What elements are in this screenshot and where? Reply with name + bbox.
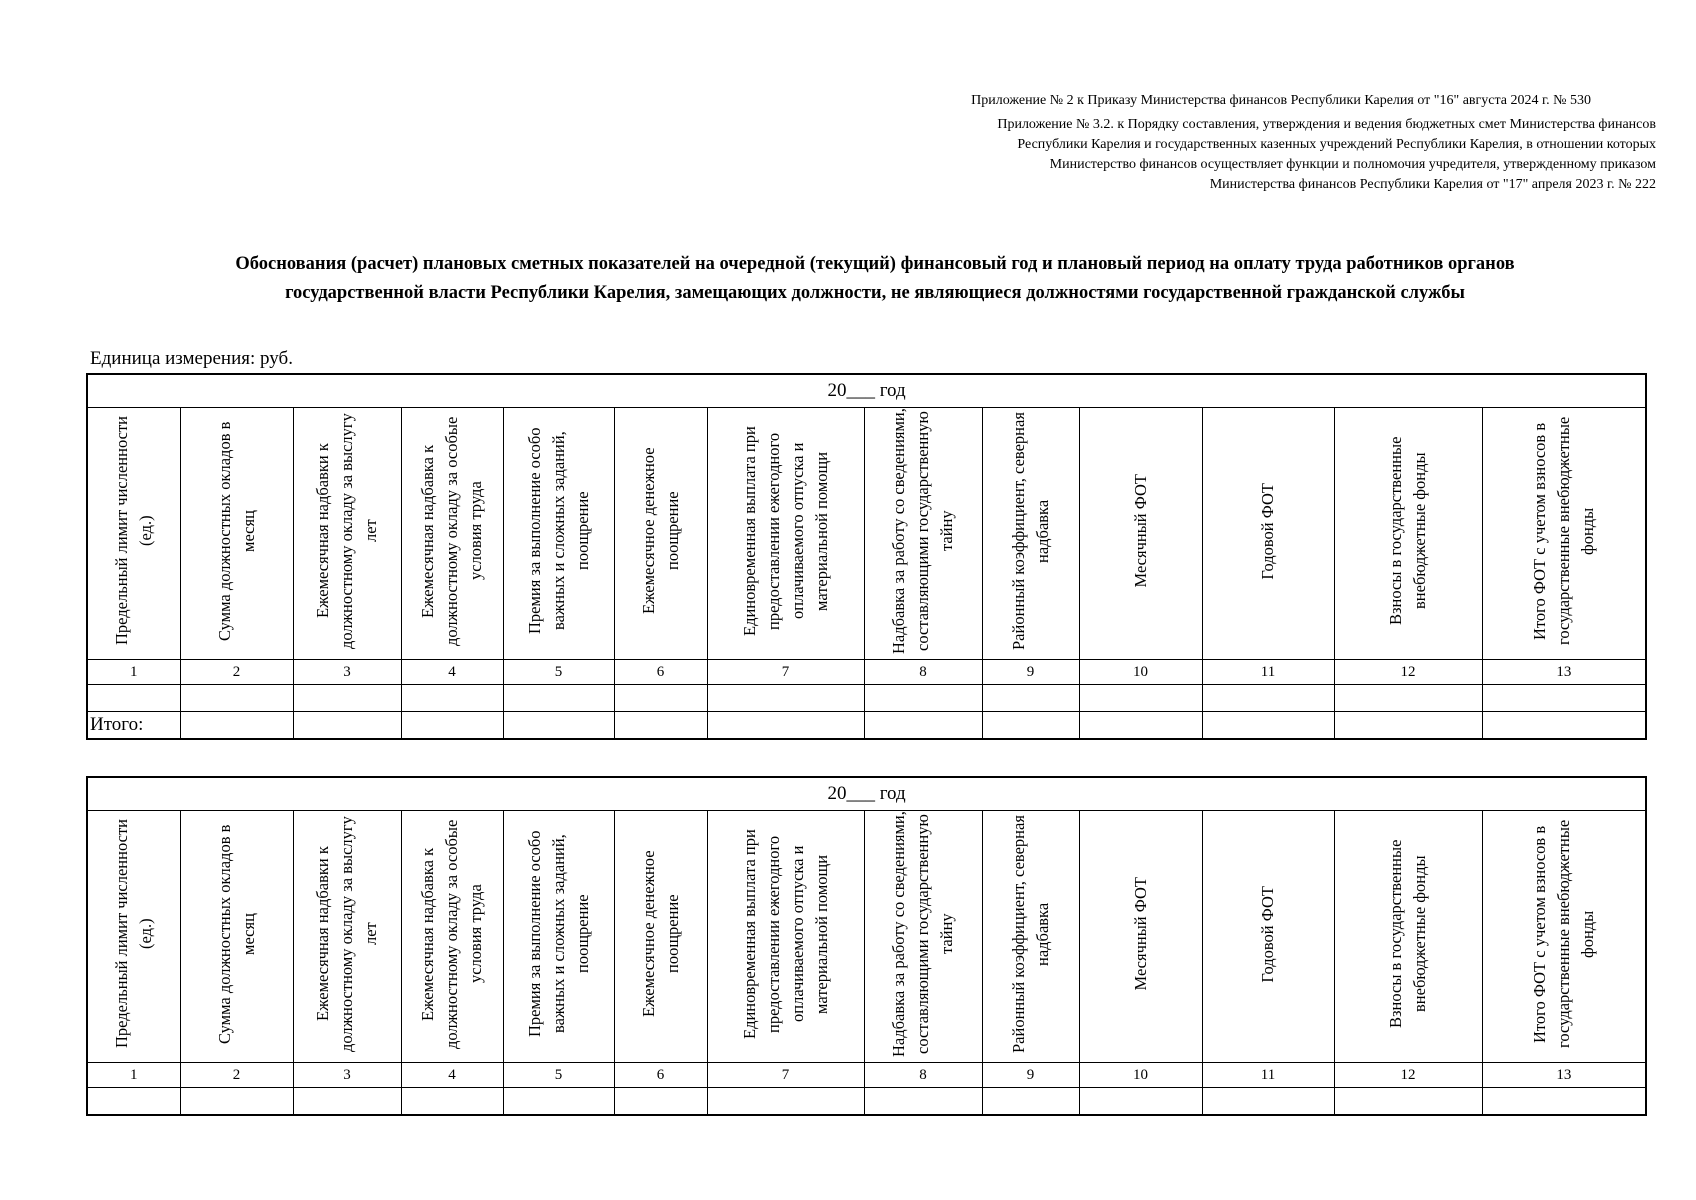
- column-number-3: 3: [293, 1063, 401, 1088]
- total-cell[interactable]: [401, 712, 503, 740]
- calculation-table-2: [86, 776, 1647, 1116]
- total-cell[interactable]: [180, 712, 293, 740]
- column-headers-row: [87, 811, 1646, 1063]
- column-number-13: 13: [1482, 1063, 1646, 1088]
- column-header-label: Ежемесячная надбавка к должностному окладу за особые условия труда: [418, 416, 485, 646]
- column-number-11: 11: [1202, 660, 1334, 685]
- column-header-label: Сумма должностных окладов в месяц: [214, 824, 258, 1044]
- column-header-label: Районный коэффициент, северная надбавка: [1008, 815, 1052, 1053]
- table-row: [87, 1088, 1646, 1116]
- column-header-label: Итого ФОТ с учетом взносов в государственные внебюджетные фонды: [1529, 819, 1597, 1049]
- unit-of-measure: Единица измерения: руб.: [90, 348, 293, 369]
- column-header-10: [1079, 408, 1202, 660]
- table-cell[interactable]: [401, 685, 503, 712]
- column-header-1: [87, 408, 180, 660]
- document-title-line-2: государственной власти Республики Карелия, замещающих должности, не являющиеся должностями государственной гражданской службы: [285, 283, 1465, 303]
- document-title: [80, 250, 1670, 308]
- column-number-10: 10: [1079, 660, 1202, 685]
- total-cell[interactable]: [864, 712, 982, 740]
- column-header-label: Единовременная выплата при предоставлении ежегодного оплачиваемого отпуска и материальной помощи: [739, 829, 831, 1039]
- table-cell[interactable]: [1334, 685, 1482, 712]
- column-header-label: Взносы в государственные внебюджетные фонды: [1386, 839, 1429, 1029]
- table-cell[interactable]: [401, 1088, 503, 1116]
- column-number-6: 6: [614, 1063, 707, 1088]
- column-number-8: 8: [864, 660, 982, 685]
- column-number-9: 9: [982, 1063, 1079, 1088]
- table-cell[interactable]: [707, 1088, 864, 1116]
- column-header-label: Месячный ФОТ: [1130, 877, 1150, 991]
- table-cell[interactable]: [180, 685, 293, 712]
- column-header-8: [864, 408, 982, 660]
- column-header-12: [1334, 408, 1482, 660]
- column-number-9: 9: [982, 660, 1079, 685]
- column-header-7: [707, 408, 864, 660]
- table-cell[interactable]: [1202, 1088, 1334, 1116]
- total-label: Итого:: [87, 712, 180, 740]
- total-cell[interactable]: [293, 712, 401, 740]
- column-header-2: [180, 408, 293, 660]
- column-header-label: Месячный ФОТ: [1130, 474, 1150, 588]
- total-cell[interactable]: [707, 712, 864, 740]
- column-header-3: [293, 811, 401, 1063]
- calculation-table-1: [86, 373, 1647, 740]
- column-header-5: [503, 811, 614, 1063]
- column-header-5: [503, 408, 614, 660]
- column-header-label: Ежемесячная надбавка к должностному окладу за особые условия труда: [418, 819, 485, 1049]
- column-header-label: Надбавка за работу со сведениями, составляющими государственную тайну: [889, 408, 956, 654]
- column-header-13: [1482, 811, 1646, 1063]
- table-cell[interactable]: [293, 1088, 401, 1116]
- appendix-ref-text-2: Приложение № 3.2. к Порядку составления, утверждения и ведения бюджетных смет Министерства финансов: [997, 117, 1656, 132]
- column-header-9: [982, 811, 1079, 1063]
- column-header-label: Взносы в государственные внебюджетные фонды: [1386, 436, 1429, 626]
- table-row: [87, 685, 1646, 712]
- column-headers-row: [87, 408, 1646, 660]
- table-cell[interactable]: [293, 685, 401, 712]
- column-header-6: [614, 408, 707, 660]
- table-cell[interactable]: [982, 1088, 1079, 1116]
- appendix-ref-text-4: Министерство финансов осуществляет функции и полномочия учредителя, утвержденному приказом: [1049, 157, 1656, 172]
- column-number-5: 5: [503, 1063, 614, 1088]
- column-number-3: 3: [293, 660, 401, 685]
- column-number-2: 2: [180, 660, 293, 685]
- column-header-2: [180, 811, 293, 1063]
- column-header-7: [707, 811, 864, 1063]
- table-cell[interactable]: [87, 685, 180, 712]
- column-header-1: [87, 811, 180, 1063]
- column-number-1: 1: [87, 660, 180, 685]
- table-cell[interactable]: [1482, 685, 1646, 712]
- total-cell[interactable]: [503, 712, 614, 740]
- column-number-10: 10: [1079, 1063, 1202, 1088]
- column-number-12: 12: [1334, 660, 1482, 685]
- appendix-ref-text-3: Республики Карелия и государственных казенных учреждений Республики Карелия, в отношении которых: [1017, 137, 1656, 152]
- column-header-label: Ежемесячная надбавки к должностному окладу за выслугу лет: [313, 816, 380, 1052]
- table-cell[interactable]: [1079, 685, 1202, 712]
- column-header-3: [293, 408, 401, 660]
- column-header-label: Итого ФОТ с учетом взносов в государственные внебюджетные фонды: [1529, 416, 1597, 646]
- column-number-5: 5: [503, 660, 614, 685]
- appendix-reference-line-1: [971, 91, 1591, 111]
- column-header-label: Годовой ФОТ: [1258, 885, 1278, 983]
- column-number-8: 8: [864, 1063, 982, 1088]
- table-cell[interactable]: [180, 1088, 293, 1116]
- table-cell[interactable]: [1334, 1088, 1482, 1116]
- table-cell[interactable]: [864, 685, 982, 712]
- column-header-label: Годовой ФОТ: [1258, 482, 1278, 580]
- column-header-label: Районный коэффициент, северная надбавка: [1008, 412, 1052, 650]
- column-numbers-row: [87, 1063, 1646, 1088]
- table-cell[interactable]: [982, 685, 1079, 712]
- column-number-4: 4: [401, 1063, 503, 1088]
- total-cell[interactable]: [1079, 712, 1202, 740]
- total-row: [87, 712, 1646, 740]
- column-header-label: Сумма должностных окладов в месяц: [214, 421, 258, 641]
- total-cell[interactable]: [1202, 712, 1334, 740]
- table-cell[interactable]: [614, 1088, 707, 1116]
- table-cell[interactable]: [614, 685, 707, 712]
- table-cell[interactable]: [864, 1088, 982, 1116]
- column-header-label: Надбавка за работу со сведениями, составляющими государственную тайну: [889, 811, 956, 1057]
- total-cell[interactable]: [982, 712, 1079, 740]
- document-title-line-1: Обоснования (расчет) плановых сметных показателей на очередной (текущий) финансовый год и плановый период на оплату труда работников органов: [235, 254, 1515, 274]
- column-number-2: 2: [180, 1063, 293, 1088]
- column-header-9: [982, 408, 1079, 660]
- table-cell[interactable]: [503, 1088, 614, 1116]
- appendix-ref-text-5: Министерства финансов Республики Карелия от "17" апреля 2023 г. № 222: [1209, 177, 1656, 192]
- column-number-7: 7: [707, 1063, 864, 1088]
- year-header: 20___ год: [87, 374, 1646, 408]
- column-header-6: [614, 811, 707, 1063]
- column-header-label: Предельный лимит численности (ед.): [111, 416, 155, 646]
- table-cell[interactable]: [707, 685, 864, 712]
- column-number-7: 7: [707, 660, 864, 685]
- column-number-11: 11: [1202, 1063, 1334, 1088]
- table-cell[interactable]: [1482, 1088, 1646, 1116]
- total-cell[interactable]: [1482, 712, 1646, 740]
- column-header-label: Премия за выполнение особо важных и сложных заданий, поощрение: [524, 830, 592, 1038]
- column-header-8: [864, 811, 982, 1063]
- column-header-10: [1079, 811, 1202, 1063]
- column-header-label: Ежемесячное денежное поощрение: [638, 850, 682, 1018]
- column-header-12: [1334, 811, 1482, 1063]
- column-numbers-row: [87, 660, 1646, 685]
- column-number-4: 4: [401, 660, 503, 685]
- column-header-13: [1482, 408, 1646, 660]
- appendix-ref-text-1: Приложение № 2 к Приказу Министерства финансов Республики Карелия от "16" августа 2024 г. № 530: [971, 93, 1591, 108]
- column-header-label: Ежемесячная надбавки к должностному окладу за выслугу лет: [313, 413, 380, 649]
- column-header-4: [401, 408, 503, 660]
- column-header-label: Премия за выполнение особо важных и сложных заданий, поощрение: [524, 427, 592, 635]
- total-cell[interactable]: [614, 712, 707, 740]
- table-cell[interactable]: [1079, 1088, 1202, 1116]
- column-number-6: 6: [614, 660, 707, 685]
- column-header-11: [1202, 811, 1334, 1063]
- column-number-12: 12: [1334, 1063, 1482, 1088]
- column-header-label: Ежемесячное денежное поощрение: [638, 447, 682, 615]
- column-header-label: Единовременная выплата при предоставлении ежегодного оплачиваемого отпуска и материальной помощи: [739, 426, 831, 636]
- total-cell[interactable]: [1334, 712, 1482, 740]
- column-number-13: 13: [1482, 660, 1646, 685]
- column-header-4: [401, 811, 503, 1063]
- year-header: 20___ год: [87, 777, 1646, 811]
- table-cell[interactable]: [503, 685, 614, 712]
- column-header-label: Предельный лимит численности (ед.): [111, 819, 155, 1049]
- appendix-reference-block: [997, 115, 1656, 195]
- column-number-1: 1: [87, 1063, 180, 1088]
- table-cell[interactable]: [87, 1088, 180, 1116]
- column-header-11: [1202, 408, 1334, 660]
- table-cell[interactable]: [1202, 685, 1334, 712]
